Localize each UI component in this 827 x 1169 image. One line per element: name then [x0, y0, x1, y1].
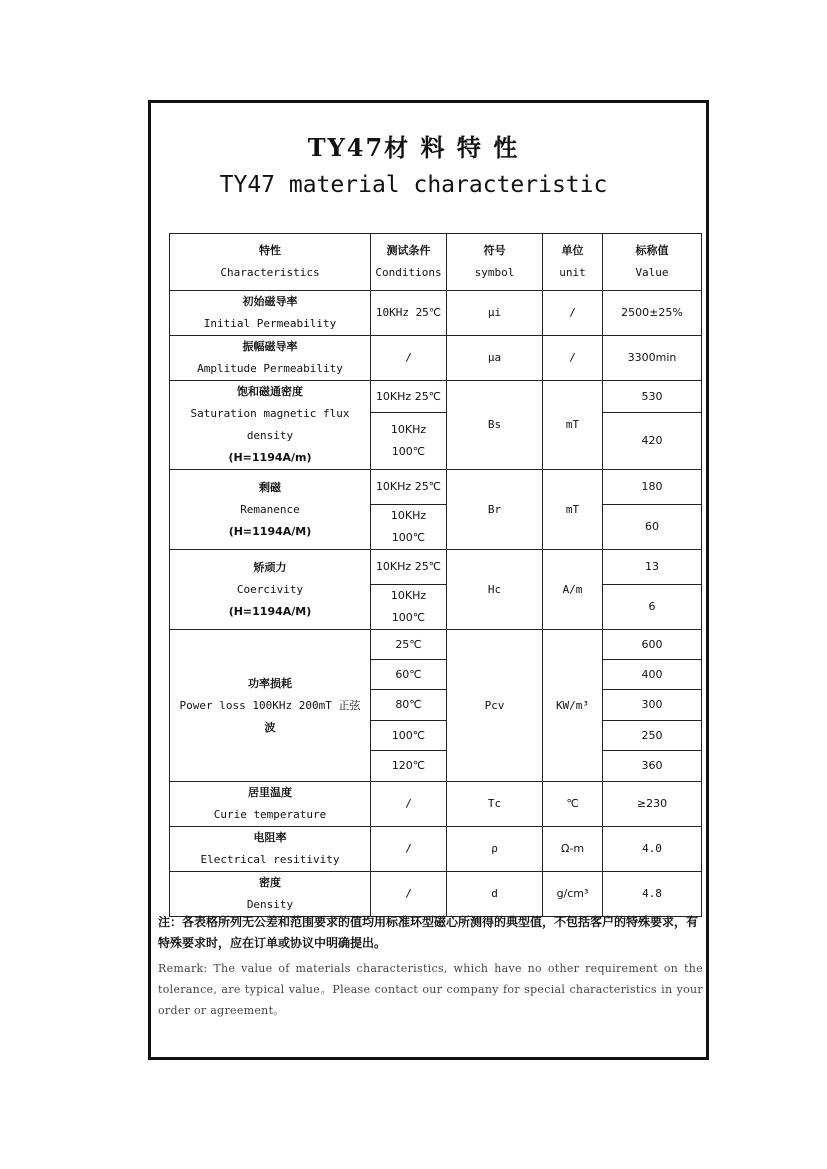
- cell-characteristic: 功率损耗 Power loss 100KHz 200mT 正弦 波: [170, 630, 371, 782]
- cell-condition: /: [371, 872, 447, 917]
- cell-characteristic: 矫顽力 Coercivity (H=1194A/M): [170, 550, 371, 630]
- cell-condition: 100℃: [371, 721, 447, 751]
- cell-characteristic: 居里温度 Curie temperature: [170, 782, 371, 827]
- cell-condition: 60℃: [371, 660, 447, 690]
- cell-unit: ℃: [543, 782, 603, 827]
- cell-value: ≥230: [603, 782, 702, 827]
- cell-condition: 10KHz 100℃: [371, 505, 447, 550]
- cell-characteristic: 振幅磁导率 Amplitude Permeability: [170, 336, 371, 381]
- cell-value: 420: [603, 413, 702, 470]
- cell-condition: 25℃: [371, 630, 447, 660]
- row-density: [170, 872, 702, 917]
- cell-unit: /: [543, 336, 603, 381]
- cell-value: 2500±25%: [603, 291, 702, 336]
- cell-symbol: ρ: [447, 827, 543, 872]
- row-curie-temperature: [170, 782, 702, 827]
- cell-characteristic: 初始磁导率 Initial Permeability: [170, 291, 371, 336]
- cell-value: 250: [603, 721, 702, 751]
- cell-symbol: d: [447, 872, 543, 917]
- cell-condition: /: [371, 336, 447, 381]
- cell-value: 60: [603, 505, 702, 550]
- cell-condition: 10KHz 25℃: [371, 470, 447, 505]
- cell-unit: mT: [543, 470, 603, 550]
- characteristics-table: [169, 233, 702, 917]
- cell-symbol: Pcv: [447, 630, 543, 782]
- note-english: Remark: The value of materials characteristics, which have no other requirement on the tolerance, are typical value。Please contact our company for special characteristics in your order or agreement。: [158, 962, 703, 1017]
- header-characteristics: 特性 Characteristics: [170, 234, 371, 291]
- cell-characteristic: 剩磁 Remanence (H=1194A/M): [170, 470, 371, 550]
- cell-symbol: μa: [447, 336, 543, 381]
- cell-value: 4.8: [603, 872, 702, 917]
- note-chinese: 注：各表格所列无公差和范围要求的值均用标准环型磁心所测得的典型值，不包括客户的特殊要求，有特殊要求时，应在订单或协议中明确提出。: [158, 915, 699, 950]
- cell-unit: g/cm³: [543, 872, 603, 917]
- cell-value: 400: [603, 660, 702, 690]
- header-value: 标称值 Value: [603, 234, 702, 291]
- cell-symbol: Br: [447, 470, 543, 550]
- cell-condition: 120℃: [371, 751, 447, 782]
- cell-condition: /: [371, 782, 447, 827]
- row-coercivity-1: [170, 550, 702, 585]
- cell-value: 6: [603, 585, 702, 630]
- cell-value: 3300min: [603, 336, 702, 381]
- cell-unit: Ω-m: [543, 827, 603, 872]
- cell-symbol: Tc: [447, 782, 543, 827]
- cell-unit: mT: [543, 381, 603, 470]
- cell-unit: A/m: [543, 550, 603, 630]
- cell-symbol: Hc: [447, 550, 543, 630]
- cell-unit: KW/m³: [543, 630, 603, 782]
- row-saturation-1: [170, 381, 702, 413]
- cell-condition: 10KHz 100℃: [371, 585, 447, 630]
- cell-value: 300: [603, 690, 702, 721]
- row-initial-permeability: [170, 291, 702, 336]
- cell-characteristic: 密度 Density: [170, 872, 371, 917]
- cell-condition: /: [371, 827, 447, 872]
- cell-condition: 10KHz 100℃: [371, 413, 447, 470]
- cell-value: 4.0: [603, 827, 702, 872]
- cell-value: 180: [603, 470, 702, 505]
- title-english: TY47 material characteristic: [219, 172, 608, 198]
- header-conditions: 测试条件 Conditions: [371, 234, 447, 291]
- notes-section: [158, 912, 703, 1021]
- cell-condition: 10KHz 25℃: [371, 291, 447, 336]
- cell-condition: 10KHz 25℃: [371, 550, 447, 585]
- cell-symbol: μi: [447, 291, 543, 336]
- cell-value: 530: [603, 381, 702, 413]
- cell-characteristic: 电阻率 Electrical resitivity: [170, 827, 371, 872]
- row-electrical-resistivity: [170, 827, 702, 872]
- row-remanence-1: [170, 470, 702, 505]
- cell-unit: /: [543, 291, 603, 336]
- cell-symbol: Bs: [447, 381, 543, 470]
- row-power-loss-1: [170, 630, 702, 660]
- header-row: [170, 234, 702, 291]
- header-unit: 单位 unit: [543, 234, 603, 291]
- title-chinese: TY47材 料 特 性: [307, 133, 520, 162]
- cell-characteristic: 饱和磁通密度 Saturation magnetic flux density (H=1194A/m): [170, 381, 371, 470]
- row-amplitude-permeability: [170, 336, 702, 381]
- cell-condition: 10KHz 25℃: [371, 381, 447, 413]
- cell-condition: 80℃: [371, 690, 447, 721]
- header-symbol: 符号 symbol: [447, 234, 543, 291]
- cell-value: 13: [603, 550, 702, 585]
- cell-value: 600: [603, 630, 702, 660]
- cell-value: 360: [603, 751, 702, 782]
